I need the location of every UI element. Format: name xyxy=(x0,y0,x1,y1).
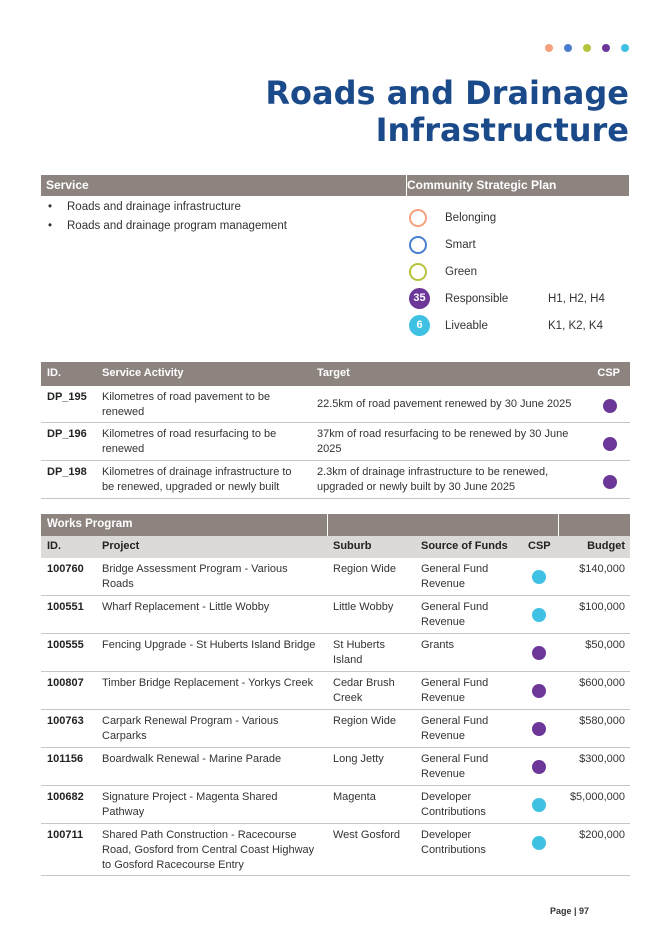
service-item: • Roads and drainage program management xyxy=(48,220,287,239)
activity-id: DP_198 xyxy=(47,466,87,478)
csp-dot xyxy=(603,399,617,413)
csp-ring-icon xyxy=(409,209,427,227)
activity-target: 2.3km of drainage infrastructure to be renewed, xyxy=(317,466,549,478)
activity-text: renewed xyxy=(102,406,145,418)
works-project: Pathway xyxy=(102,806,145,818)
col-csp-header: CSP xyxy=(597,367,620,379)
works-source: General Fund xyxy=(421,715,489,727)
works-project: Shared Path Construction - Racecourse xyxy=(102,829,297,841)
works-source: General Fund xyxy=(421,601,489,613)
col-target-header: Target xyxy=(317,367,350,379)
works-project: Carpark Renewal Program - Various xyxy=(102,715,279,727)
csp-dot xyxy=(532,570,546,584)
col-id-header: ID. xyxy=(47,540,62,552)
activity-text: be renewed, upgraded or newly built xyxy=(102,481,280,493)
works-id: 100760 xyxy=(47,563,84,575)
col-budget-header: Budget xyxy=(587,540,625,552)
activity-row xyxy=(41,423,630,461)
title-line-2: Infrastructure xyxy=(375,111,629,149)
activity-target: 2025 xyxy=(317,443,342,455)
page-title xyxy=(265,75,629,149)
works-id: 100682 xyxy=(47,791,84,803)
works-source: Revenue xyxy=(421,692,466,704)
works-suburb: Creek xyxy=(333,692,363,704)
works-project: Roads xyxy=(102,578,134,590)
works-budget: $300,000 xyxy=(579,753,625,765)
activity-row xyxy=(41,386,630,423)
service-list xyxy=(48,201,287,239)
works-budget: $580,000 xyxy=(579,715,625,727)
works-project: Bridge Assessment Program - Various xyxy=(102,563,288,575)
csp-dot xyxy=(603,437,617,451)
works-project: Boardwalk Renewal - Marine Parade xyxy=(102,753,282,765)
col-activity-header: Service Activity xyxy=(102,367,184,379)
decorative-dot xyxy=(564,44,572,52)
works-row xyxy=(41,710,630,748)
works-budget: $100,000 xyxy=(579,601,625,613)
service-header-bar xyxy=(41,175,629,196)
csp-dot xyxy=(532,836,546,850)
service-item: • Roads and drainage infrastructure xyxy=(48,201,287,220)
col-project-header: Project xyxy=(102,540,140,552)
works-id: 100551 xyxy=(47,601,84,613)
csp-dot xyxy=(603,475,617,489)
works-id: 100711 xyxy=(47,829,84,841)
col-suburb-header: Suburb xyxy=(333,540,372,552)
col-csp-header: CSP xyxy=(528,540,551,552)
works-project: Fencing Upgrade - St Huberts Island Bridge xyxy=(102,639,316,651)
decorative-dot xyxy=(621,44,629,52)
col-source-header: Source of Funds xyxy=(421,540,508,552)
works-suburb: Long Jetty xyxy=(333,753,384,765)
decorative-dot xyxy=(583,44,591,52)
works-suburb: Region Wide xyxy=(333,563,396,575)
activity-id: DP_196 xyxy=(47,428,87,440)
works-id: 100807 xyxy=(47,677,84,689)
works-budget: $50,000 xyxy=(585,639,625,651)
activity-target: 22.5km of road pavement renewed by 30 June 2025 xyxy=(317,398,572,410)
csp-dot xyxy=(532,646,546,660)
decorative-dots xyxy=(545,44,629,52)
csp-ring-icon xyxy=(409,236,427,254)
works-project: Signature Project - Magenta Shared xyxy=(102,791,278,803)
works-row xyxy=(41,786,630,824)
works-row xyxy=(41,558,630,596)
works-id: 101156 xyxy=(47,753,84,765)
works-source: General Fund xyxy=(421,677,489,689)
works-budget: $5,000,000 xyxy=(569,791,625,803)
service-activity-table xyxy=(41,362,630,499)
works-row xyxy=(41,672,630,710)
works-suburb: St Huberts xyxy=(333,639,385,651)
works-source: Contributions xyxy=(421,844,486,856)
works-table-header xyxy=(41,536,630,558)
activity-target: upgraded or newly built by 30 June 2025 xyxy=(317,481,516,493)
activity-target: 37km of road resurfacing to be renewed by 30 June xyxy=(317,428,569,440)
works-project: Wharf Replacement - Little Wobby xyxy=(102,601,270,613)
works-suburb: Island xyxy=(333,654,363,666)
service-header-label: Service xyxy=(46,178,89,192)
works-program-table xyxy=(41,514,630,876)
works-project: Timber Bridge Replacement - Yorkys Creek xyxy=(102,677,314,689)
csp-theme-refs: K1, K2, K4 xyxy=(548,320,603,332)
activity-text: Kilometres of road pavement to be xyxy=(102,391,271,403)
activity-text: Kilometres of road resurfacing to be xyxy=(102,428,277,440)
decorative-dot xyxy=(602,44,610,52)
activity-table-header xyxy=(41,362,630,386)
works-suburb: Cedar Brush xyxy=(333,677,395,689)
csp-theme-name: Belonging xyxy=(445,212,497,224)
csp-header-label: Community Strategic Plan xyxy=(406,175,556,196)
works-row xyxy=(41,596,630,634)
csp-dot xyxy=(532,684,546,698)
works-source: General Fund xyxy=(421,753,489,765)
csp-theme-name: Smart xyxy=(445,239,476,251)
csp-dot xyxy=(532,798,546,812)
csp-theme-name: Responsible xyxy=(445,293,509,305)
csp-badge-icon: 6 xyxy=(409,315,430,336)
activity-row xyxy=(41,461,630,499)
works-row xyxy=(41,748,630,786)
works-project: to Gosford Racecourse Entry xyxy=(102,859,244,871)
works-id: 100763 xyxy=(47,715,84,727)
title-line-1: Roads and Drainage xyxy=(265,74,629,112)
works-suburb: West Gosford xyxy=(333,829,401,841)
csp-theme-name: Green xyxy=(445,266,477,278)
works-source: Revenue xyxy=(421,730,466,742)
works-budget: $600,000 xyxy=(579,677,625,689)
csp-dot xyxy=(532,760,546,774)
activity-id: DP_195 xyxy=(47,391,87,403)
csp-dot xyxy=(532,722,546,736)
works-suburb: Region Wide xyxy=(333,715,396,727)
works-suburb: Magenta xyxy=(333,791,376,803)
works-program-title-bar xyxy=(41,514,630,536)
works-suburb: Little Wobby xyxy=(333,601,394,613)
page-number: Page | 97 xyxy=(549,906,589,916)
csp-ring-icon xyxy=(409,263,427,281)
works-source: Developer xyxy=(421,791,472,803)
col-id-header: ID. xyxy=(47,367,62,379)
csp-dot xyxy=(532,608,546,622)
activity-text: renewed xyxy=(102,443,145,455)
works-project: Road, Gosford from Central Coast Highway xyxy=(102,844,315,856)
activity-text: Kilometres of drainage infrastructure to xyxy=(102,466,292,478)
works-budget: $140,000 xyxy=(579,563,625,575)
works-source: Developer xyxy=(421,829,472,841)
works-id: 100555 xyxy=(47,639,84,651)
works-budget: $200,000 xyxy=(579,829,625,841)
works-source: Contributions xyxy=(421,806,486,818)
csp-badge-icon: 35 xyxy=(409,288,430,309)
works-source: Revenue xyxy=(421,768,466,780)
works-source: Revenue xyxy=(421,578,466,590)
works-row xyxy=(41,634,630,672)
csp-theme-refs: H1, H2, H4 xyxy=(548,293,605,305)
works-project: Carparks xyxy=(102,730,147,742)
csp-theme-name: Liveable xyxy=(445,320,488,332)
decorative-dot xyxy=(545,44,553,52)
works-program-title: Works Program xyxy=(47,518,133,530)
works-source: Grants xyxy=(421,639,455,651)
works-source: Revenue xyxy=(421,616,466,628)
works-row xyxy=(41,824,630,876)
works-source: General Fund xyxy=(421,563,489,575)
